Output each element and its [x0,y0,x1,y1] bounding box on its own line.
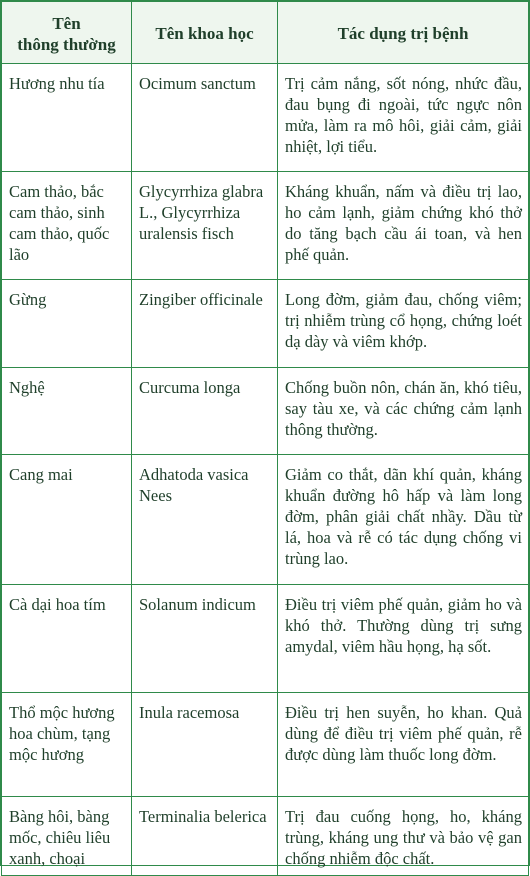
table-row [2,172,529,280]
table-header-row [2,2,529,64]
cell-effects: Chống buồn nôn, chán ăn, khó tiêu, say tàu xe, và các chứng cảm lạnh thông thường. [278,368,529,455]
header-scientific-name: Tên khoa học [132,2,278,64]
cell-common-name: Hương nhu tía [2,64,132,172]
cell-scientific-name: Ocimum sanctum [132,64,278,172]
header-common-name: Tên thông thường [2,2,132,64]
cell-common-name: Nghệ [2,368,132,455]
cell-scientific-name: Adhatoda vasica Nees [132,455,278,585]
table-row [2,797,529,876]
table-row [2,368,529,455]
cell-scientific-name: Solanum indicum [132,585,278,693]
table-row [2,455,529,585]
cell-common-name: Gừng [2,280,132,368]
cell-effects: Điều trị hen suyễn, ho khan. Quả dùng để điều trị viêm phế quản, rễ được dùng làm thuốc long đờm. [278,693,529,797]
table-row [2,280,529,368]
cell-effects: Trị đau cuống họng, ho, kháng trùng, kháng ung thư và bảo vệ gan chống nhiễm độc chất. [278,797,529,876]
cell-effects: Điều trị viêm phế quản, giảm ho và khó thở. Thường dùng trị sưng amydal, viêm hầu họng, hạ sốt. [278,585,529,693]
cell-common-name: Thổ mộc hương hoa chùm, tạng mộc hương [2,693,132,797]
herb-table [1,1,529,876]
cell-common-name: Bàng hôi, bàng mốc, chiêu liêu xanh, choại [2,797,132,876]
header-effects: Tác dụng trị bệnh [278,2,529,64]
cell-scientific-name: Zingiber officinale [132,280,278,368]
table-row [2,585,529,693]
cell-scientific-name: Glycyrrhiza glabra L., Glycyrrhiza uralensis fisch [132,172,278,280]
cell-scientific-name: Inula racemosa [132,693,278,797]
table-row [2,693,529,797]
cell-common-name: Cang mai [2,455,132,585]
cell-effects: Long đờm, giảm đau, chống viêm; trị nhiễm trùng cổ họng, chứng loét dạ dày và viêm khớp. [278,280,529,368]
table-row [2,64,529,172]
cell-effects: Kháng khuẩn, nấm và điều trị lao, ho cảm lạnh, giảm chứng khó thở do tăng bạch cầu ái toan, và hen phế quản. [278,172,529,280]
cell-common-name: Cam thảo, bắc cam thảo, sinh cam thảo, quốc lão [2,172,132,280]
cell-effects: Giảm co thắt, dãn khí quản, kháng khuẩn đường hô hấp và làm long đờm, phân giải chất nhầy. Dầu từ lá, hoa và rễ có tác dụng chống vi trùng lao. [278,455,529,585]
cell-scientific-name: Terminalia belerica [132,797,278,876]
cell-effects: Trị cảm nắng, sốt nóng, nhức đầu, đau bụng đi ngoài, tức ngực nôn mửa, làm ra mô hôi, giải cảm, giải nhiệt, lợi tiểu. [278,64,529,172]
cell-common-name: Cà dại hoa tím [2,585,132,693]
cell-scientific-name: Curcuma longa [132,368,278,455]
